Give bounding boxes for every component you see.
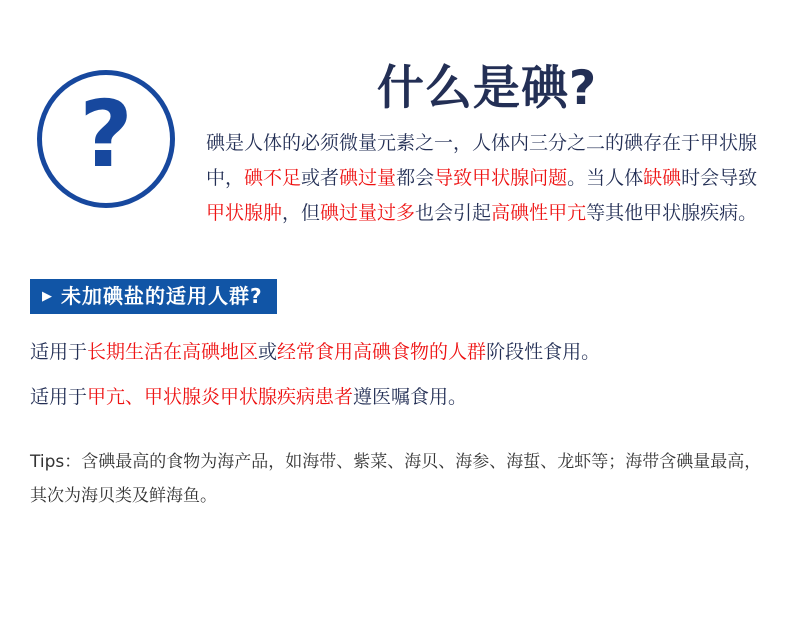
text-segment: 导致甲状腺问题 bbox=[434, 167, 568, 190]
icon-column bbox=[36, 62, 176, 208]
question-mark-glyph: ? bbox=[79, 81, 133, 188]
text-segment: 高碘性甲亢 bbox=[491, 202, 587, 225]
banner-label: 未加碘盐的适用人群? bbox=[61, 284, 263, 309]
text-segment: 碘过量过多 bbox=[320, 202, 416, 225]
text-segment: 遵医嘱食用。 bbox=[353, 386, 468, 409]
text-segment: 中， bbox=[206, 167, 245, 190]
text-segment: 缺碘 bbox=[643, 167, 682, 190]
page-root bbox=[0, 62, 790, 635]
text-segment: 或 bbox=[258, 341, 278, 364]
text-segment: 或者 bbox=[301, 167, 340, 190]
text-segment: 甲状腺肿 bbox=[206, 202, 283, 225]
text-segment: 其次为海贝类及鲜海鱼。 bbox=[30, 486, 217, 507]
text-segment: 阶段性食用。 bbox=[486, 341, 601, 364]
header-text-column bbox=[206, 62, 768, 231]
text-segment: 适用于 bbox=[30, 341, 88, 364]
header-section bbox=[0, 62, 790, 231]
text-segment: 等其他甲状腺疾病。 bbox=[586, 202, 758, 225]
text-segment: 时会导致 bbox=[681, 167, 758, 190]
text-segment: Tips：含碘最高的食物为海产品，如海带、紫菜、海贝、海参、海蜇、龙虾等；海带含碘量最高， bbox=[30, 452, 762, 473]
text-segment: 经常食用高碘食物的人群 bbox=[277, 341, 487, 364]
text-segment: 甲亢、甲状腺炎甲状腺疾病患者 bbox=[87, 386, 354, 409]
text-segment: ，但 bbox=[282, 202, 321, 225]
text-segment: 长期生活在高碘地区 bbox=[87, 341, 259, 364]
tips-paragraph bbox=[30, 445, 790, 513]
text-segment: 适用于 bbox=[30, 386, 88, 409]
question-circle-icon bbox=[37, 70, 175, 208]
intro-paragraph bbox=[206, 126, 768, 231]
text-segment: 碘不足 bbox=[244, 167, 302, 190]
applicable-group-banner bbox=[30, 279, 277, 314]
page-title: 什么是碘? bbox=[376, 61, 598, 116]
text-segment: 都会 bbox=[396, 167, 435, 190]
usage-line-1 bbox=[30, 338, 790, 366]
text-segment: 碘是人体的必须微量元素之一，人体内三分之二的碘存在于甲状腺 bbox=[206, 132, 758, 155]
triangle-right-icon: ▶ bbox=[42, 288, 52, 304]
usage-line-2 bbox=[30, 383, 790, 411]
text-segment: 碘过量 bbox=[339, 167, 397, 190]
text-segment: 也会引起 bbox=[415, 202, 492, 225]
usage-section bbox=[30, 338, 790, 411]
text-segment: 。当人体 bbox=[567, 167, 644, 190]
